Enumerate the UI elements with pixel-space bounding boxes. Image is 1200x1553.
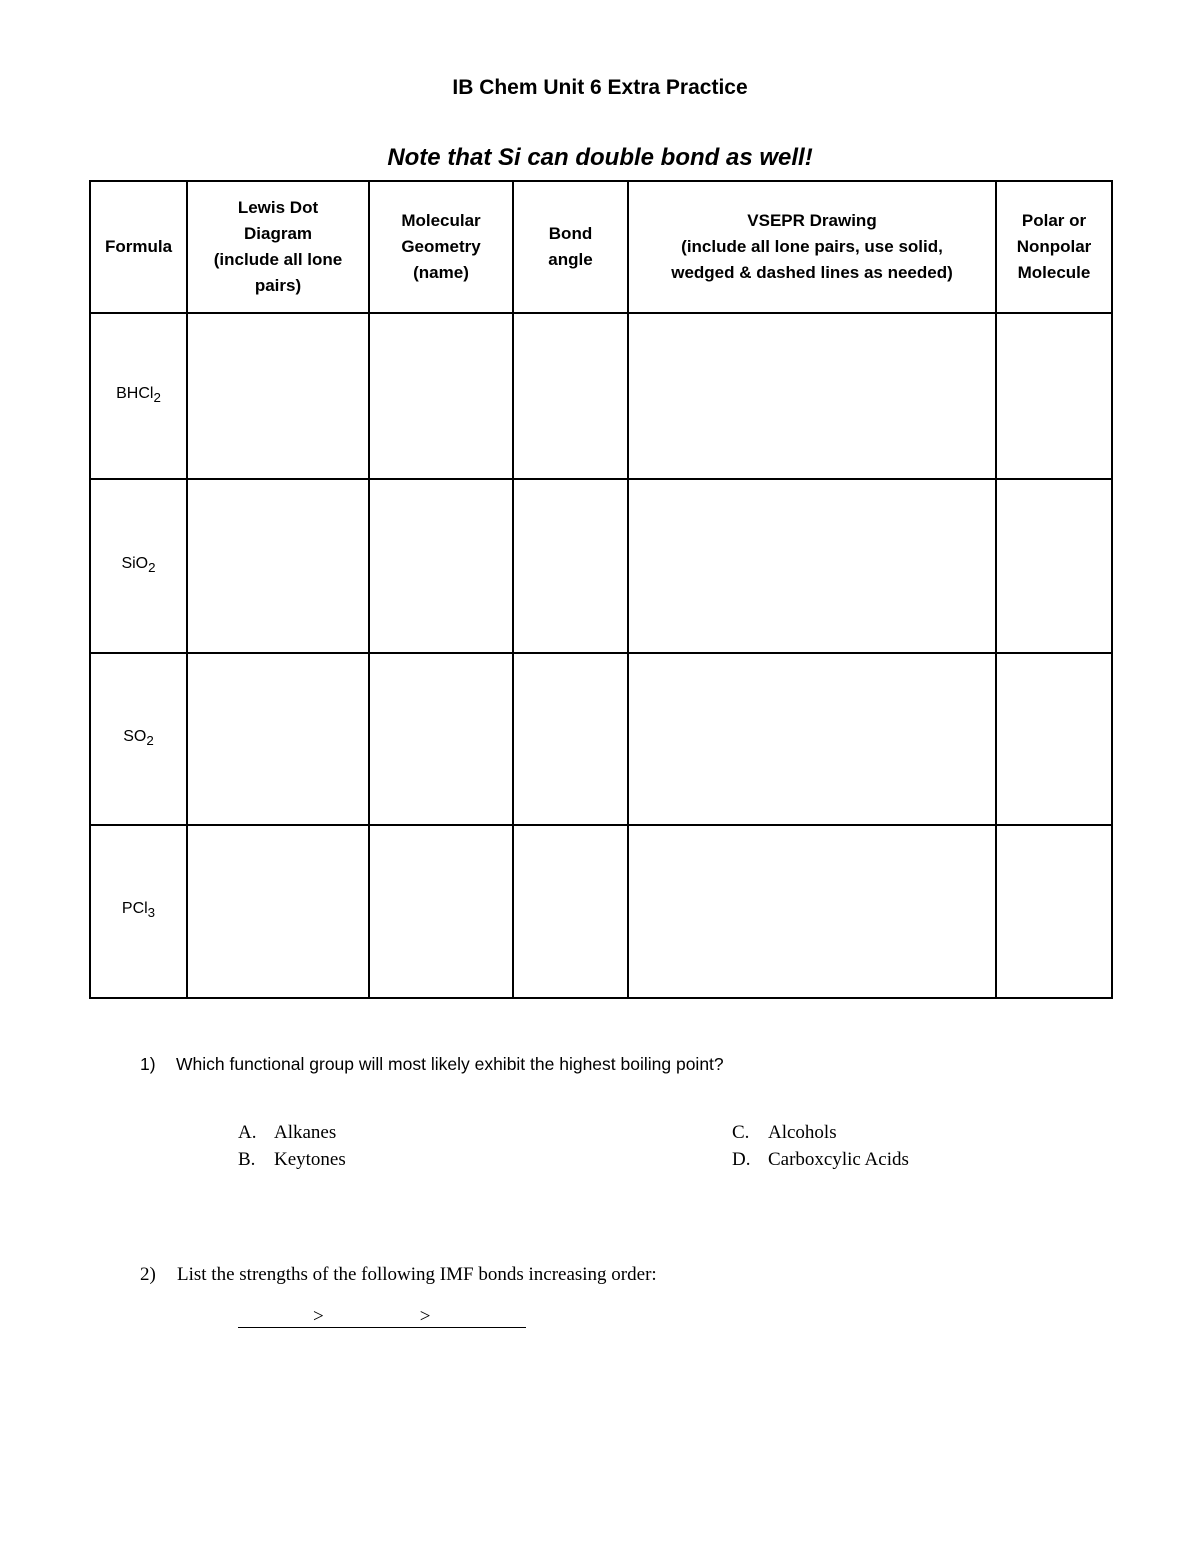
- header-bond-angle: Bond angle: [513, 181, 628, 313]
- header-formula: Formula: [90, 181, 187, 313]
- vsepr-answer-cell[interactable]: [628, 825, 996, 998]
- formula-cell: SiO$_2$: [90, 479, 187, 653]
- choice-a[interactable]: A. Alkanes: [238, 1122, 337, 1143]
- answer-blank-3[interactable]: [430, 1307, 526, 1328]
- table-row: [90, 479, 1112, 653]
- header-lewis-dot-diagram: Lewis Dot Diagram (include all lone pairs): [187, 181, 369, 313]
- question-number: 2): [140, 1264, 156, 1285]
- choice-b[interactable]: B. Keytones: [238, 1149, 346, 1170]
- angle-answer-cell[interactable]: [513, 313, 628, 479]
- vsepr-answer-cell[interactable]: [628, 313, 996, 479]
- angle-answer-cell[interactable]: [513, 653, 628, 825]
- molecule-worksheet-table: [89, 180, 1113, 999]
- angle-answer-cell[interactable]: [513, 479, 628, 653]
- polarity-answer-cell[interactable]: [996, 825, 1112, 998]
- table-row: [90, 653, 1112, 825]
- question-number: 1): [140, 1054, 156, 1074]
- vsepr-answer-cell[interactable]: [628, 653, 996, 825]
- note-heading: Note that Si can double bond as well!: [387, 144, 813, 171]
- question-2: [140, 1264, 657, 1286]
- table-row: [90, 313, 1112, 479]
- question-text: Which functional group will most likely exhibit the highest boiling point?: [176, 1054, 724, 1074]
- table-header-row: [90, 181, 1112, 313]
- choice-d[interactable]: D. Carboxcylic Acids: [732, 1149, 909, 1170]
- greater-than-sign: >: [313, 1306, 324, 1327]
- greater-than-sign: >: [419, 1306, 431, 1327]
- angle-answer-cell[interactable]: [513, 825, 628, 998]
- answer-blank-2[interactable]: [324, 1307, 420, 1328]
- formula-cell: PCl$_3$: [90, 825, 187, 998]
- geometry-answer-cell[interactable]: [369, 479, 513, 653]
- polarity-answer-cell[interactable]: [996, 479, 1112, 653]
- formula-cell: BHCl$_2$: [90, 313, 187, 479]
- lewis-answer-cell[interactable]: [187, 479, 369, 653]
- imf-order-blanks: [238, 1307, 526, 1328]
- geometry-answer-cell[interactable]: [369, 825, 513, 998]
- header-molecular-geometry: Molecular Geometry (name): [369, 181, 513, 313]
- vsepr-answer-cell[interactable]: [628, 479, 996, 653]
- table-row: [90, 825, 1112, 998]
- question-1: [140, 1054, 724, 1075]
- polarity-answer-cell[interactable]: [996, 313, 1112, 479]
- lewis-answer-cell[interactable]: [187, 653, 369, 825]
- formula-cell: $SO_2$: [90, 653, 187, 825]
- polarity-answer-cell[interactable]: [996, 653, 1112, 825]
- page-title: IB Chem Unit 6 Extra Practice: [452, 76, 748, 99]
- lewis-answer-cell[interactable]: [187, 825, 369, 998]
- choice-c[interactable]: C. Alcohols: [732, 1122, 837, 1143]
- question-text: List the strengths of the following IMF bonds increasing order:: [177, 1264, 657, 1285]
- header-vsepr-drawing: VSEPR Drawing (include all lone pairs, use solid, wedged & dashed lines as needed): [628, 181, 996, 313]
- geometry-answer-cell[interactable]: [369, 313, 513, 479]
- lewis-answer-cell[interactable]: [187, 313, 369, 479]
- header-polarity: Polar or Nonpolar Molecule: [996, 181, 1112, 313]
- geometry-answer-cell[interactable]: [369, 653, 513, 825]
- answer-blank-1[interactable]: [238, 1307, 313, 1328]
